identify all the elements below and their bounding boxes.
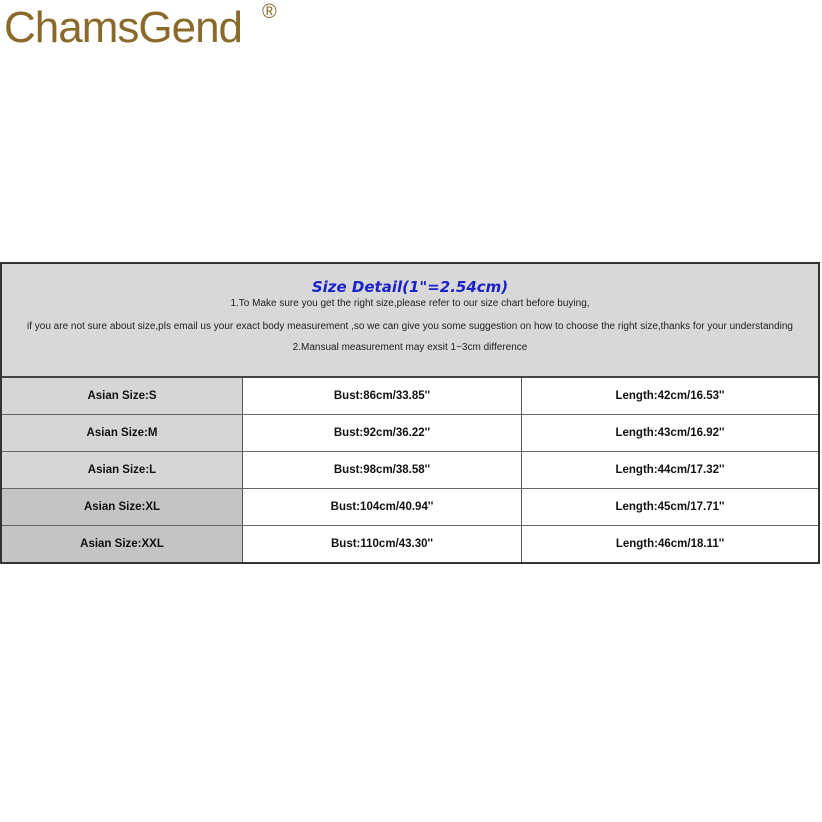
size-cell: Asian Size:S [2,378,243,414]
size-cell: Asian Size:XL [2,489,243,525]
size-cell: Asian Size:L [2,452,243,488]
brand-logo: ChamsGend [4,3,243,52]
bust-cell: Bust:104cm/40.94'' [243,489,522,525]
size-note-3: 2.Mansual measurement may exsit 1~3cm difference [292,342,528,353]
table-row [2,415,818,452]
size-chart-title: Size Detail(1"=2.54cm) [311,278,509,296]
length-cell: Length:44cm/17.32'' [615,464,725,476]
length-cell: Length:46cm/18.11'' [615,538,725,550]
table-row [2,489,818,526]
size-note-1: 1.To Make sure you get the right size,please refer to our size chart before buying, [230,298,590,309]
bust-cell: Bust:92cm/36.22'' [243,415,522,451]
size-note-2: if you are not sure about size,pls email us your exact body measurement ,so we can give you some suggestion on how to choose the right size,thanks for your understanding [27,321,793,332]
size-chart-header [2,264,818,378]
bust-cell: Bust:86cm/33.85'' [243,378,522,414]
length-cell: Length:43cm/16.92'' [615,427,725,439]
registered-mark: ® [262,1,277,23]
length-cell: Length:42cm/16.53'' [615,390,725,402]
table-row [2,452,818,489]
bust-cell: Bust:110cm/43.30'' [243,526,522,562]
size-cell: Asian Size:XXL [2,526,243,562]
table-row [2,526,818,562]
bust-cell: Bust:98cm/38.58'' [243,452,522,488]
size-cell: Asian Size:M [2,415,243,451]
table-row [2,378,818,415]
size-chart-table [0,262,820,564]
length-cell: Length:45cm/17.71'' [615,501,725,513]
